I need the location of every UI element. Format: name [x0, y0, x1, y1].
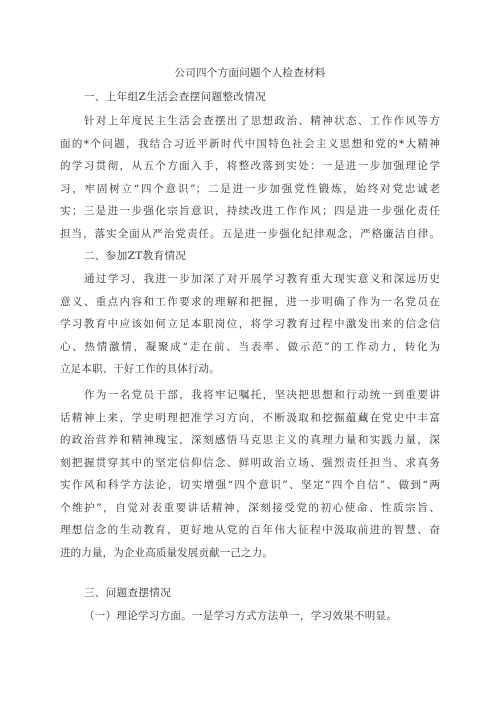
section3-subitem-1: （一）理论学习方面。一是学习方式方法单一，学习效果不明显。 — [84, 610, 398, 622]
document-title: 公司四个方面问题个人检查材料 — [174, 67, 326, 79]
paragraph-line: 理想信念的生动教育，更好地从党的百年伟大征程中汲取前进的智慧、奋 — [60, 524, 440, 536]
paragraph-line: 面的*个问题，我结合习近平新时代中国特色社会主义思想和党的*大精神 — [60, 137, 440, 150]
paragraph-line: 个维护”，自觉对表重要讲话精神，深刻接受党的初心使命、性质宗旨、 — [60, 501, 440, 514]
section2-paragraph-2 — [60, 384, 440, 564]
paragraph-line: 立足本职、干好工作的具体行动。 — [60, 363, 220, 375]
paragraph-line: 担当，落实全面从严治党责任。五是进一步强化纪律观念，严格廉洁自律。 — [60, 227, 440, 240]
paragraph-line: 话精神上来，学史明理把准学习方向，不断汲取和挖掘蕴藏在党史中丰富 — [60, 411, 440, 424]
section-heading-3: 三、问题查摆情况 — [84, 587, 172, 599]
paragraph-line: 意义、重点内容和工作要求的理解和把握，进一步明确了作为一名党员在 — [60, 295, 440, 308]
paragraph-line: 习，牢固树立“四个意识”；二是进一步加强党性锻炼，始终对党忠诚老 — [60, 182, 440, 195]
section1-paragraph — [60, 110, 440, 245]
paragraph-line: 实；三是进一步强化宗旨意识，持续改进工作作风；四是进一步强化责任 — [60, 205, 440, 217]
section-heading-1: 一、上年组Z生活会查摆问题整改情况 — [84, 91, 267, 103]
paragraph-line: 心、热情激情，凝聚成“走在前、当表率、做示范”的工作动力，转化为 — [60, 340, 440, 353]
paragraph-line: 刻把握贯穿其中的坚定信仰信念、鲜明政治立场、强烈责任担当、求真务 — [60, 456, 440, 469]
section-heading-2: 二、参加ZT教育情况 — [84, 250, 187, 262]
paragraph-line: 通过学习，我进一步加深了对开展学习教育重大现实意义和深远历史 — [84, 273, 440, 285]
paragraph-line: 的政治营养和精神瑰宝，深刻感悟马克思主义的真理力量和实践力量，深 — [60, 434, 440, 446]
paragraph-line: 的学习贯彻，从五个方面入手，将整改落到实处：一是进一步加强理论学 — [60, 160, 440, 172]
paragraph-line: 针对上年度民主生活会查摆出了思想政治、精神状态、工作作风等方 — [84, 115, 440, 127]
paragraph-line: 实作风和科学方法论，切实增强“四个意识”、坚定“四个自信”、做到“两 — [60, 479, 440, 491]
section2-paragraph-1 — [60, 268, 440, 381]
paragraph-line: 学习教育中应该如何立足本职岗位，将学习教育过程中激发出来的信念信 — [60, 318, 440, 330]
paragraph-line: 作为一名党员干部，我将牢记嘱托，坚决把思想和行动统一到重要讲 — [84, 389, 440, 401]
paragraph-line: 进的力量，为企业高质量发展贡献一己之力。 — [60, 546, 273, 559]
